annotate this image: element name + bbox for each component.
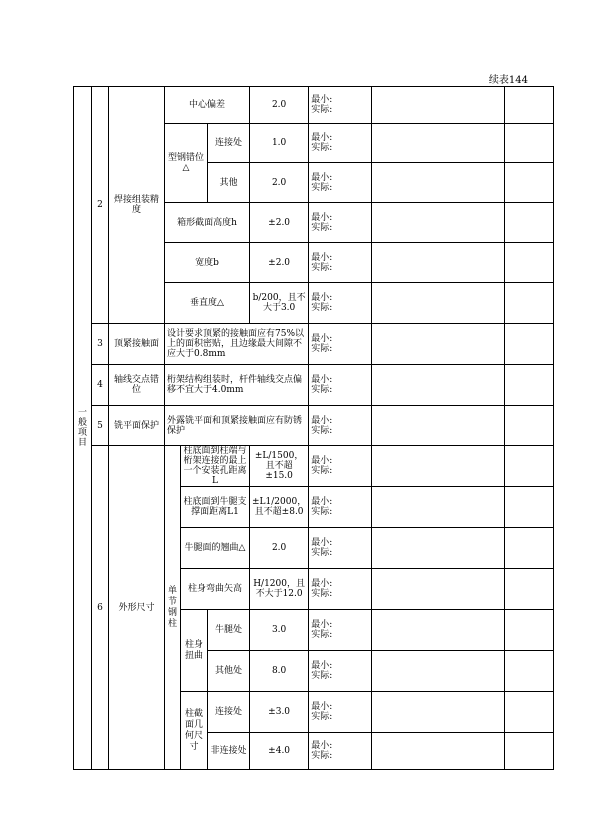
remark-cell[interactable] (505, 446, 554, 487)
result-cell[interactable] (372, 87, 505, 124)
tolerance: 2.0 (250, 163, 309, 203)
min-label: 最小: (311, 579, 333, 589)
check-label: 中心偏差 (165, 87, 250, 124)
item-number: 2 (92, 87, 109, 324)
measure-cell (309, 528, 372, 569)
remark-cell[interactable] (505, 487, 554, 528)
result-cell[interactable] (372, 733, 505, 770)
actual-label: 实际: (311, 751, 333, 761)
item-name: 轴线交点错位 (109, 365, 165, 406)
actual-label: 实际: (311, 105, 333, 115)
check-sublabel: 牛腿处 (208, 610, 250, 651)
tolerance: 2.0 (250, 528, 309, 569)
tolerance: ±3.0 (250, 692, 309, 733)
general-items-category: 一般项目 (74, 87, 92, 770)
result-cell[interactable] (372, 692, 505, 733)
requirement-text: 外露铣平面和顶紧接触面应有防锈保护 (165, 406, 309, 446)
actual-label: 实际: (311, 385, 333, 395)
actual-label: 实际: (311, 303, 333, 313)
tolerance: H/1200，且不大于12.0 (250, 569, 309, 610)
measure-cell (309, 124, 372, 163)
min-label: 最小: (311, 133, 333, 143)
min-label: 最小: (311, 702, 333, 712)
check-label: 柱身扭曲 (181, 610, 208, 692)
remark-cell[interactable] (505, 283, 554, 324)
result-cell[interactable] (372, 365, 505, 406)
tolerance: b/200，且不大于3.0 (250, 283, 309, 324)
check-label: 柱截面几何尺寸 (181, 692, 208, 770)
check-label: 柱身弯曲矢高 (181, 569, 250, 610)
min-label: 最小: (311, 172, 333, 183)
remark-cell[interactable] (505, 651, 554, 692)
remark-cell[interactable] (505, 243, 554, 283)
item-name: 铣平面保护 (109, 406, 165, 446)
check-sublabel: 连接处 (208, 692, 250, 733)
measure-cell (309, 163, 372, 203)
remark-cell[interactable] (505, 692, 554, 733)
result-cell[interactable] (372, 487, 505, 528)
measure-cell (309, 487, 372, 528)
measure-cell (309, 733, 372, 770)
sub-category: 单节钢柱 (165, 446, 181, 770)
min-label: 最小: (311, 538, 333, 548)
measure-cell (309, 569, 372, 610)
item-name: 焊接组装精度 (109, 87, 165, 324)
item-name: 外形尺寸 (109, 446, 165, 770)
tolerance: 1.0 (250, 124, 309, 163)
remark-cell[interactable] (505, 203, 554, 243)
check-sublabel: 连接处 (208, 124, 250, 163)
min-label: 最小: (311, 293, 333, 303)
actual-label: 实际: (311, 712, 333, 722)
remark-cell[interactable] (505, 87, 554, 124)
result-cell[interactable] (372, 243, 505, 283)
remark-cell[interactable] (505, 365, 554, 406)
remark-cell[interactable] (505, 733, 554, 770)
result-cell[interactable] (372, 406, 505, 446)
item-number: 4 (92, 365, 109, 406)
check-label: 宽度b (165, 243, 250, 283)
result-cell[interactable] (372, 569, 505, 610)
remark-cell[interactable] (505, 163, 554, 203)
tolerance: 3.0 (250, 610, 309, 651)
check-label: 垂直度△ (165, 283, 250, 324)
min-label: 最小: (311, 95, 333, 105)
result-cell[interactable] (372, 528, 505, 569)
requirement-text: 设计要求顶紧的接触面应有75%以上的面积密贴，且边缘最大间隙不应大于0.8mm (165, 324, 309, 365)
measure-cell (309, 692, 372, 733)
remark-cell[interactable] (505, 569, 554, 610)
actual-label: 实际: (311, 466, 333, 476)
tolerance: ±2.0 (250, 203, 309, 243)
check-sublabel: 其他 (208, 163, 250, 203)
actual-label: 实际: (311, 222, 333, 233)
check-label: 型钢错位△ (165, 124, 208, 203)
requirement-text: 桁架结构组装时，杆件轴线交点偏移不宜大于4.0mm (165, 365, 309, 406)
actual-label: 实际: (311, 344, 333, 354)
item-number: 5 (92, 406, 109, 446)
remark-cell[interactable] (505, 528, 554, 569)
measure-cell (309, 406, 372, 446)
min-label: 最小: (311, 497, 333, 507)
measure-cell (309, 446, 372, 487)
min-label: 最小: (311, 661, 333, 671)
result-cell[interactable] (372, 163, 505, 203)
check-label: 柱底面到柱端与桁架连接的最上一个安装孔距离L (181, 446, 250, 487)
min-label: 最小: (311, 620, 333, 630)
check-sublabel: 非连接处 (208, 733, 250, 770)
measure-cell (309, 324, 372, 365)
measure-cell (309, 610, 372, 651)
item-number: 3 (92, 324, 109, 365)
result-cell[interactable] (372, 651, 505, 692)
remark-cell[interactable] (505, 324, 554, 365)
actual-label: 实际: (311, 630, 333, 640)
measure-cell (309, 243, 372, 283)
measure-cell (309, 365, 372, 406)
actual-label: 实际: (311, 262, 333, 273)
result-cell[interactable] (372, 446, 505, 487)
tolerance: ±2.0 (250, 243, 309, 283)
min-label: 最小: (311, 252, 333, 263)
measure-cell (309, 87, 372, 124)
check-sublabel: 其他处 (208, 651, 250, 692)
remark-cell[interactable] (505, 610, 554, 651)
result-cell[interactable] (372, 610, 505, 651)
measure-cell (309, 283, 372, 324)
min-label: 最小: (311, 415, 333, 426)
measure-cell (309, 203, 372, 243)
result-cell[interactable] (372, 283, 505, 324)
result-cell[interactable] (372, 124, 505, 163)
check-label: 牛腿面的翘曲△ (181, 528, 250, 569)
item-number: 6 (92, 446, 109, 770)
result-cell[interactable] (372, 324, 505, 365)
min-label: 最小: (311, 212, 333, 223)
continuation-label: 续表144 (488, 75, 528, 86)
item-name: 顶紧接触面 (109, 324, 165, 365)
check-label: 箱形截面高度h (165, 203, 250, 243)
tolerance: ±L1/2000，且不超±8.0 (250, 487, 309, 528)
actual-label: 实际: (311, 425, 333, 436)
actual-label: 实际: (311, 548, 333, 558)
inspection-table (73, 86, 554, 770)
actual-label: 实际: (311, 143, 333, 153)
remark-cell[interactable] (505, 124, 554, 163)
tolerance: 8.0 (250, 651, 309, 692)
measure-cell (309, 651, 372, 692)
actual-label: 实际: (311, 589, 333, 599)
tolerance: ±4.0 (250, 733, 309, 770)
min-label: 最小: (311, 375, 333, 385)
min-label: 最小: (311, 334, 333, 344)
remark-cell[interactable] (505, 406, 554, 446)
tolerance: ±L/1500，且不超±15.0 (250, 446, 309, 487)
min-label: 最小: (311, 456, 333, 466)
actual-label: 实际: (311, 182, 333, 193)
check-label: 柱底面到牛腿支撑面距离L1 (181, 487, 250, 528)
actual-label: 实际: (311, 507, 333, 517)
min-label: 最小: (311, 741, 333, 751)
actual-label: 实际: (311, 671, 333, 681)
result-cell[interactable] (372, 203, 505, 243)
tolerance: 2.0 (250, 87, 309, 124)
